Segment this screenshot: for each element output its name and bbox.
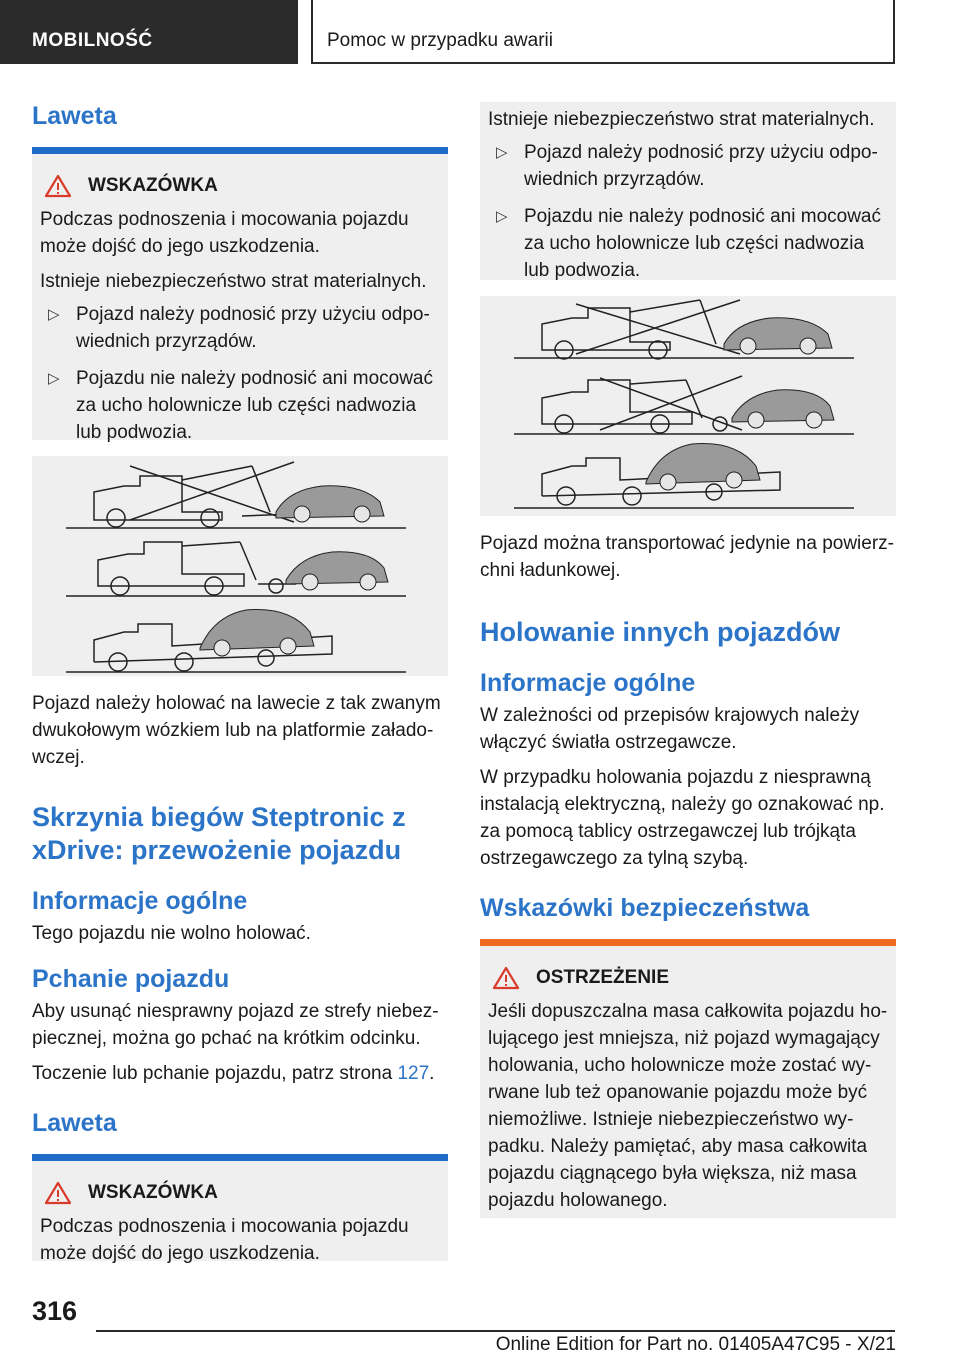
- push-reference: Toczenie lub pchanie pojazdu, patrz strona 127.: [32, 1063, 435, 1084]
- section-label: MOBILNOŚĆ: [32, 30, 153, 51]
- warning-bar: [480, 939, 896, 946]
- note-continuation-box: [480, 102, 896, 280]
- electrical-failure-text: W przypadku holowania pojazdu z niesprawną instalacją elektryczną, należy go oznakować np. za pomocą tablicy ostrzegawczej lub trójkąta ostrzegawczego za tylną szybą.: [480, 767, 885, 869]
- illustration-caption-2: Pojazd można transportować jedynie na powierzchni ładunkowej.: [480, 533, 894, 581]
- triangle-bullet-icon: ▷: [48, 306, 60, 323]
- triangle-bullet-icon: ▷: [48, 370, 60, 387]
- laweta-heading: Laweta: [32, 102, 117, 130]
- towing-heading: Holowanie innych pojazdów: [480, 617, 841, 647]
- left-column: [32, 100, 448, 1264]
- push-heading: Pchanie pojazdu: [32, 965, 230, 993]
- general-info-text: Tego pojazdu nie wolno holować.: [32, 923, 311, 944]
- towing-illustration: [32, 456, 448, 676]
- general-info-heading: Informacje ogólne: [32, 887, 248, 915]
- warning-text: Jeśli dopuszczalna masa całkowita pojazdu holującego jest mniejsza, niż pojazd wymagający holowania, ucho holownicze może zostać wyrwane lub też opanowanie pojazdu może być niemożliwe. Istnieje niebezpieczeństwo wypadku. Należy pamiętać, aby masa całkowita pojazdu ciągnącego była większa, niż masa pojazdu holowanego.: [488, 1001, 888, 1211]
- page-number: 316: [32, 1296, 78, 1326]
- chapter-tab: [311, 0, 895, 64]
- note-title-2: WSKAZÓWKA: [88, 1182, 218, 1203]
- note-header-2: [40, 1177, 440, 1209]
- note-list: [40, 301, 440, 446]
- note-risk-cont: Istnieje niebezpieczeństwo strat materialnych.: [488, 109, 875, 130]
- safety-heading: Wskazówki bezpieczeństwa: [480, 894, 810, 922]
- warning-box: [480, 946, 896, 1218]
- note-header: [40, 170, 440, 202]
- general-info-heading-2: Informacje ogólne: [480, 669, 696, 697]
- section-tab: [0, 0, 298, 64]
- page-link[interactable]: 127: [397, 1063, 430, 1084]
- tow-truck-image: [32, 456, 448, 676]
- warning-header: [488, 962, 888, 994]
- note-bar: [32, 147, 448, 154]
- tow-truck-image-2: [480, 296, 896, 516]
- warning-triangle-icon: [44, 1181, 72, 1205]
- note-text: Podczas podnoszenia i mocowania pojazdu może dojść do jego uszkodzenia.: [40, 209, 409, 257]
- note-list-cont: [488, 139, 888, 284]
- triangle-bullet-icon: ▷: [496, 208, 508, 225]
- list-item: ▷ Pojazdu nie należy podnosić ani mocować za ucho holownicze lub części nadwozia lub podwozia.: [488, 203, 888, 284]
- note-box-2: [32, 1161, 448, 1264]
- note-title: WSKAZÓWKA: [88, 175, 218, 196]
- list-item: ▷ Pojazd należy podnosić przy użyciu odpowiednich przyrządów.: [40, 301, 440, 355]
- note-risk: Istnieje niebezpieczeństwo strat materialnych.: [40, 271, 427, 292]
- warning-triangle-icon: [492, 966, 520, 990]
- warning-triangle-icon: [44, 174, 72, 198]
- list-item: ▷ Pojazdu nie należy podnosić ani mocować za ucho holownicze lub części nadwozia lub podwozia.: [40, 365, 440, 446]
- triangle-bullet-icon: ▷: [496, 144, 508, 161]
- push-text: Aby usunąć niesprawny pojazd ze strefy niebezpiecznej, można go pchać na krótkim odcinku.: [32, 1001, 439, 1049]
- laweta-heading-2: Laweta: [32, 1109, 117, 1137]
- transport-illustration: [480, 296, 896, 516]
- list-item: ▷ Pojazd należy podnosić przy użyciu odpowiednich przyrządów.: [488, 139, 888, 193]
- steptronic-heading: Skrzynia biegów Steptronic z xDrive: przewożenie pojazdu: [32, 802, 406, 865]
- footer-divider: [96, 1330, 895, 1332]
- note-bar-2: [32, 1154, 448, 1161]
- illustration-caption: Pojazd należy holować na lawecie z tak zwanym dwukołowym wózkiem lub na platformie załadowczej.: [32, 693, 441, 768]
- note-box: [32, 154, 448, 443]
- right-column: [480, 102, 896, 1218]
- chapter-label: Pomoc w przypadku awarii: [327, 30, 553, 51]
- warning-title: OSTRZEŻENIE: [536, 967, 670, 988]
- edition-label: Online Edition for Part no. 01405A47C95 - X/21: [495, 1334, 896, 1355]
- note-text-2: Podczas podnoszenia i mocowania pojazdu może dojść do jego uszkodzenia.: [40, 1216, 409, 1264]
- hazard-lights-text: W zależności od przepisów krajowych należy włączyć światła ostrzegawcze.: [480, 705, 860, 753]
